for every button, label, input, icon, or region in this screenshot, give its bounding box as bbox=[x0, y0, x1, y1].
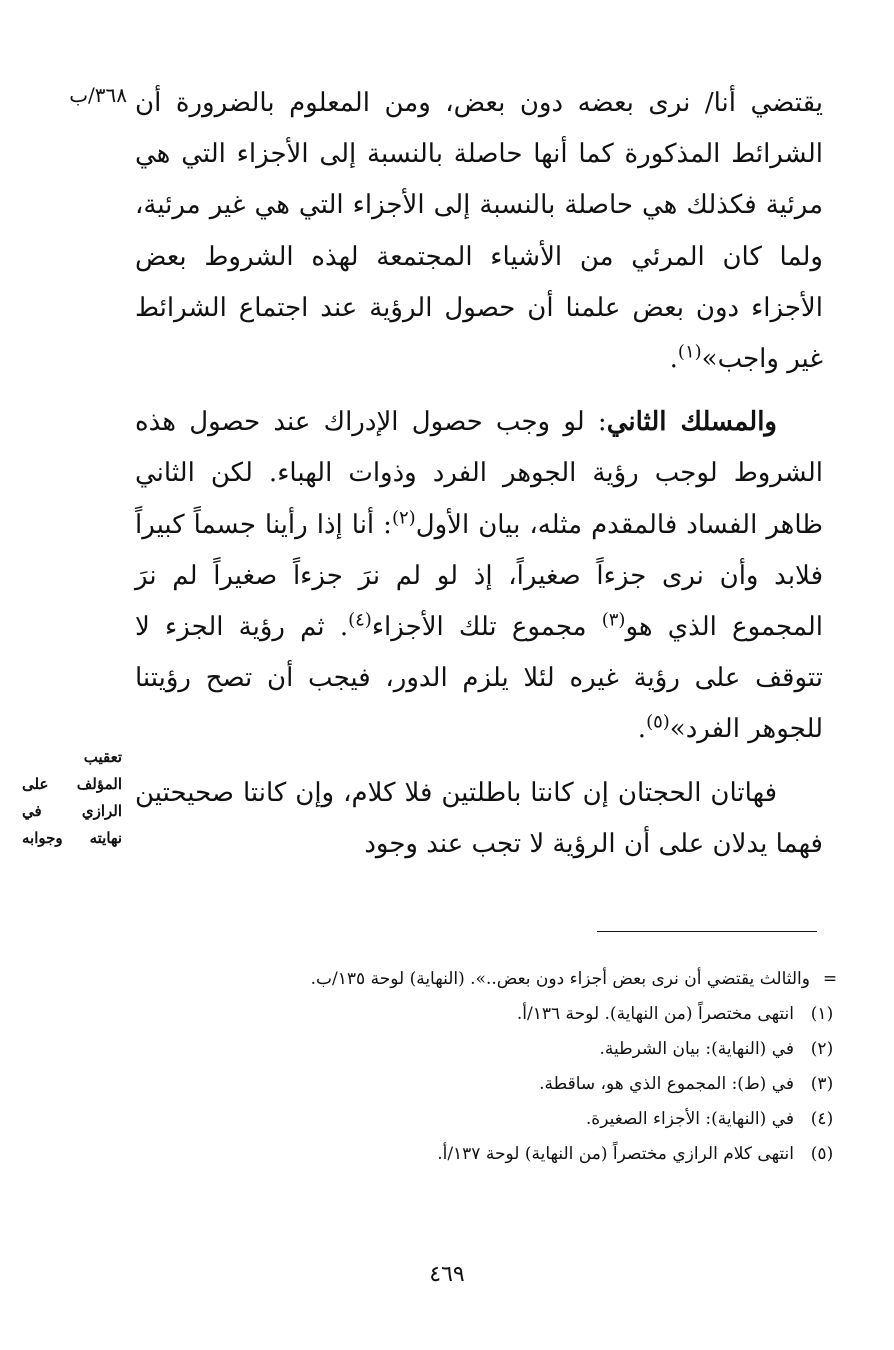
side-note-line-1: تعقيب bbox=[83, 748, 122, 766]
paragraph-3 bbox=[135, 768, 823, 870]
side-note bbox=[22, 744, 122, 852]
footnote-separator bbox=[597, 931, 817, 932]
footnote-marker-1[interactable]: (١) bbox=[677, 341, 702, 363]
footnote-item bbox=[150, 1102, 850, 1137]
footnote-number: (٢) bbox=[810, 1039, 834, 1059]
paragraph-2-part-1: : لو وجب حصول الإدراك عند حصول هذه الشروط لوجب رؤية الجوهر الفرد وذوات الهباء. لكن الثاني ظاهر الفساد فالمقدم مثله، بيان الأول bbox=[135, 407, 823, 540]
footnote-item bbox=[150, 1067, 850, 1102]
footnote-text: انتهى مختصراً (من النهاية). لوحة ١٣٦/أ. bbox=[516, 1004, 794, 1024]
footnote-number: (٣) bbox=[810, 1074, 834, 1094]
footnote-number: (٤) bbox=[810, 1109, 834, 1129]
paragraph-1-text: يقتضي أنا/ نرى بعضه دون بعض، ومن المعلوم بالضرورة أن الشرائط المذكورة كما أنها حاصلة بالنسبة إلى الأجزاء التي هي مرئية فكذلك هي حاصلة بالنسبة إلى الأجزاء التي هي غير مرئية، ولما كان المرئي من الأشياء المجتمعة لهذه الشروط بعض الأجزاء دون بعض علمنا أن حصول الرؤية عند اجتماع الشرائط غير واجب» bbox=[135, 88, 823, 375]
paragraph-2-part-4: . ثم رؤية الجزء لا تتوقف على رؤية غيره لئلا يلزم الدور، فيجب أن تصح رؤيتنا للجوهر الفرد» bbox=[135, 612, 823, 745]
footnote-continuation-mark: = bbox=[822, 969, 838, 989]
section-heading: والمسلك الثاني bbox=[606, 407, 777, 438]
paragraph-1-end: . bbox=[669, 344, 678, 375]
footnote-text: في (النهاية): بيان الشرطية. bbox=[599, 1039, 794, 1059]
paragraph-2-part-2: : أنا إذا رأينا جسماً كبيراً فلابد وأن نرى جزءاً صغيراً، إذ لو لم نرَ جزءاً صغيراً لم نرَ المجموع الذي هو bbox=[135, 509, 823, 643]
footnote-text: انتهى كلام الرازي مختصراً (من النهاية) لوحة ١٣٧/أ. bbox=[437, 1144, 794, 1164]
side-note-line-2: المؤلف على bbox=[22, 775, 122, 793]
side-note-line-3: الرازي في bbox=[22, 802, 122, 820]
footnote-continuation-text: والثالث يقتضي أن نرى بعض أجزاء دون بعض..». (النهاية) لوحة ١٣٥/ب. bbox=[310, 969, 810, 989]
footnote-marker-3[interactable]: (٣) bbox=[601, 609, 626, 631]
footnote-number: (١) bbox=[810, 1004, 834, 1024]
page-number: ٤٦٩ bbox=[429, 1262, 465, 1287]
footnote-item bbox=[150, 1032, 850, 1067]
main-text bbox=[135, 78, 823, 870]
footnote-marker-2[interactable]: (٢) bbox=[391, 506, 416, 528]
side-note-line-4: نهايته وجوابه bbox=[22, 829, 122, 847]
paragraph-1 bbox=[135, 78, 823, 385]
footnotes bbox=[150, 962, 850, 1172]
footnote-item bbox=[150, 997, 850, 1032]
footnote-item bbox=[150, 1137, 850, 1172]
paragraph-3-text: فهاتان الحجتان إن كانتا باطلتين فلا كلام، وإن كانتا صحيحتين فهما يدلان على أن الرؤية لا تجب عند وجود bbox=[135, 777, 823, 859]
footnote-continuation bbox=[150, 962, 850, 997]
paragraph-2 bbox=[135, 397, 823, 755]
manuscript-folio-reference: ٣٦٨/ب bbox=[69, 83, 127, 107]
footnote-marker-4[interactable]: (٤) bbox=[348, 609, 372, 631]
footnote-text: في (النهاية): الأجزاء الصغيرة. bbox=[585, 1109, 794, 1129]
paragraph-2-end: . bbox=[637, 714, 647, 745]
footnote-text: في (ط): المجموع الذي هو، ساقطة. bbox=[539, 1074, 794, 1094]
footnote-number: (٥) bbox=[810, 1144, 834, 1164]
paragraph-2-part-3: مجموع تلك الأجزاء bbox=[371, 612, 602, 643]
footnote-marker-5[interactable]: (٥) bbox=[646, 711, 670, 733]
